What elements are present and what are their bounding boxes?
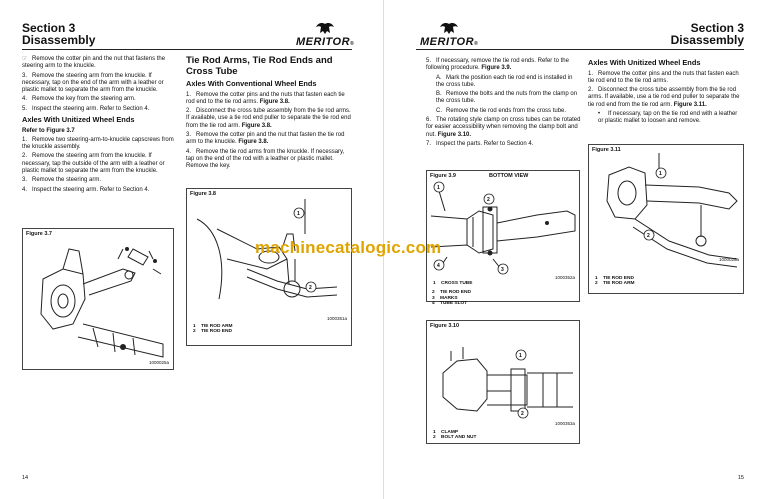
subheading-conventional: Axles With Conventional Wheel Ends	[186, 79, 317, 88]
watermark: machinecatalogic.com	[255, 238, 442, 257]
page-number: 15	[737, 475, 744, 481]
unitized-tie-rod-drawing	[589, 145, 743, 293]
figure-id: 1000026a	[718, 257, 739, 262]
unitized-step-2: 2. Remove the steering arm from the knuckle. If necessary, tap the outside of the arm with a leather or plastic mallet to separate the arm from the knuckle.	[22, 153, 165, 175]
page-title: Disassembly	[670, 33, 744, 47]
figure-3-9-legend: 2 TIE ROD END 3 MARKS 4 TUBE SLOT	[432, 290, 471, 307]
bullet-icon: •	[598, 110, 601, 117]
unitized-step-1: 1. Remove the cotter pins and the nuts that fasten each tie rod end to the tie rod arms.	[588, 70, 739, 84]
logo-text: MERITOR	[296, 36, 351, 48]
figure-3-7	[22, 228, 174, 370]
unitized-step-4: 4. Inspect the steering arm. Refer to Section 4.	[22, 186, 150, 193]
right-column-2	[588, 56, 744, 128]
tie-rod-drawing	[187, 189, 351, 345]
section-label: Section 3	[22, 21, 76, 35]
figure-title: Figure 3.9	[430, 173, 456, 179]
step-5a: A. Mark the position each tie rod end is installed in the cross tube.	[436, 74, 573, 88]
svg-text:1: 1	[519, 353, 522, 359]
page-title: Disassembly	[22, 33, 96, 47]
figure-id: 1000025a	[148, 360, 169, 365]
unitized-bullet: • If necessary, tap on the tie rod end with a leather or plastic mallet to loosen and remove.	[598, 110, 738, 125]
step-3-continued: ☞ Remove the cotter pin and the nut that fastens the steering arm to the knuckle.	[22, 56, 166, 70]
step-7: 7. Inspect the parts. Refer to Section 4.	[426, 140, 534, 147]
step-3: 3. Remove the steering arm from the knuckle. If necessary, tap on the end of the arm with a leather or plastic mallet to separate the arm from the knuckle.	[22, 72, 164, 94]
figure-id: 1000352a	[554, 275, 575, 280]
figure-legend: 1 CROSS TUBE	[433, 281, 473, 286]
tie-rod-step-3: 3. Remove the cotter pin and the nut that fasten the tie rod arm to the knuckle. Figure 3.8.	[186, 131, 345, 146]
meritor-logo: MERITOR®	[420, 21, 478, 48]
figure-legend: 1 CLAMP 2 BOLT AND NUT	[433, 429, 477, 441]
header-rule	[416, 49, 744, 50]
figure-3-11	[588, 144, 744, 294]
svg-text:2: 2	[309, 285, 312, 291]
svg-text:3: 3	[501, 267, 504, 273]
svg-text:2: 2	[647, 233, 650, 239]
unitized-step-1: 1. Remove two steering-arm-to-knuckle capscrews from the knuckle assembly.	[22, 136, 174, 151]
step-5: 5. If necessary, remove the tie rod ends. Refer to the following procedure. Figure 3.9.	[426, 58, 569, 72]
left-column-1	[22, 56, 174, 196]
svg-text:4: 4	[437, 263, 440, 269]
unitized-step-2: 2. Disconnect the cross tube assembly from the tie rod arms. If available, use a tie rod end puller to separate the tie rod end from the tie rod arm. Figure 3.11.	[588, 87, 740, 108]
figure-3-10	[426, 320, 580, 444]
step-6: 6. The rotating style clamp on cross tubes can be rotated for easier accessibility when removing the clamp bolt and nut. Figure 3.10.	[426, 117, 581, 138]
figure-title: Figure 3.8	[190, 191, 216, 197]
bull-icon	[438, 21, 460, 35]
section-label: Section 3	[690, 21, 744, 35]
figure-id: 1000351a	[326, 316, 347, 321]
figure-title: Figure 3.7	[26, 231, 52, 237]
tie-rod-step-2: 2. Disconnect the cross tube assembly from the tie rod arms. If available, use a tie rod end puller to separate the tie rod end from the tie rod arm. Figure 3.8.	[186, 108, 351, 129]
header-rule	[22, 49, 352, 50]
figure-3-9	[426, 170, 580, 302]
subheading-unitized: Axles With Unitized Wheel Ends	[588, 58, 701, 67]
svg-text:1: 1	[659, 171, 662, 177]
view-label: BOTTOM VIEW	[489, 173, 529, 179]
refer-figure: Refer to Figure 3.7	[22, 127, 75, 134]
figure-title: Figure 3.10	[430, 323, 460, 329]
right-page	[384, 0, 768, 499]
step-4: 4. Remove the key from the steering arm.	[22, 96, 136, 103]
bull-icon	[314, 21, 336, 35]
svg-text:2: 2	[521, 411, 524, 417]
page-number: 14	[22, 475, 29, 481]
tie-rod-step-4: 4. Remove the tie rod arms from the knuckle. If necessary, tap on the end of the rod with a leather or plastic mallet. Remove the key.	[186, 148, 345, 170]
step-5c: C. Remove the tie rod ends from the cross tube.	[436, 107, 567, 114]
svg-text:2: 2	[487, 197, 490, 203]
svg-text:1: 1	[297, 211, 300, 217]
meritor-logo: MERITOR®	[296, 21, 354, 48]
step-5: 5. Inspect the steering arm. Refer to Section 4.	[22, 105, 150, 112]
right-column-1	[426, 58, 582, 150]
svg-text:1: 1	[437, 185, 440, 191]
step-5b: B. Remove the bolts and the nuts from the clamp on the cross tube.	[436, 91, 578, 105]
tie-rod-step-1: 1. Remove the cotter pins and the nuts that fasten each tie rod end to the tie rod arms. Figure 3.8.	[186, 91, 345, 105]
subheading-unitized: Axles With Unitized Wheel Ends	[22, 115, 135, 125]
figure-title: Figure 3.11	[592, 147, 621, 153]
figure-legend: 1 TIE ROD ARM 2 TIE ROD END	[193, 323, 233, 335]
figure-id: 1000353a	[554, 421, 575, 426]
steering-knuckle-drawing	[23, 229, 173, 369]
unitized-step-3: 3. Remove the steering arm.	[22, 177, 102, 184]
tie-rod-heading: Tie Rod Arms, Tie Rod Ends and Cross Tube	[186, 55, 333, 77]
logo-text: MERITOR	[420, 36, 475, 48]
figure-legend: 1 TIE ROD END 2 TIE ROD ARM	[595, 275, 635, 287]
left-column-2	[186, 56, 352, 172]
figure-3-8	[186, 188, 352, 346]
hand-icon: ☞	[22, 56, 28, 62]
